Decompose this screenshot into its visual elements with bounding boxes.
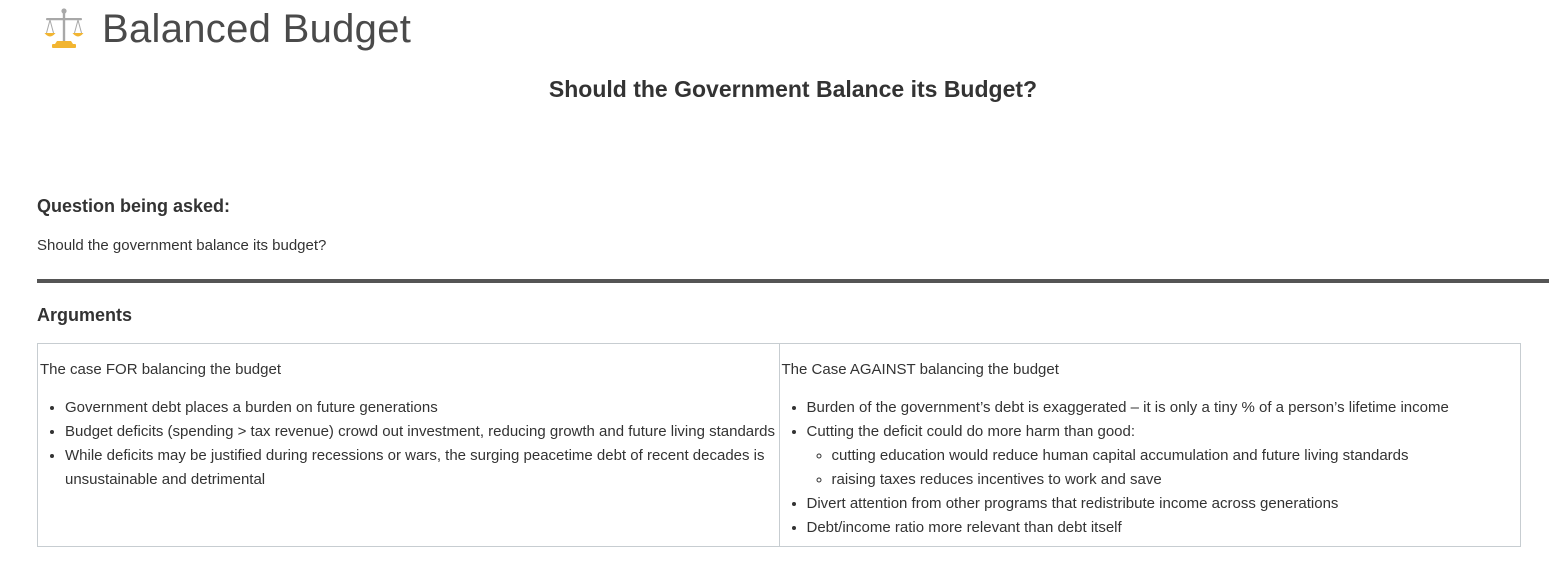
- list-item: • While deficits may be justified during recessions or wars, the surging peacetime debt of recent decades is unsustainable and detrimental: [65, 444, 777, 492]
- table-row: [38, 344, 1521, 547]
- list-item: • Government debt places a burden on future generations: [65, 396, 777, 420]
- section-divider: [37, 279, 1549, 283]
- balance-scale-icon: [44, 7, 84, 51]
- against-list: [782, 396, 1519, 540]
- sub-list-item: ◦ cutting education would reduce human capital accumulation and future living standards: [832, 444, 1519, 468]
- against-column: [779, 344, 1521, 547]
- list-item-text: Burden of the government’s debt is exaggerated – it is only a tiny % of a person’s lifetime income: [806, 399, 1449, 416]
- list-item-text: Cutting the deficit could do more harm than good:: [806, 423, 1136, 440]
- list-item: [807, 420, 1519, 492]
- list-item-text: Debt/income ratio more relevant than debt itself: [806, 519, 1122, 536]
- for-column-title: The case FOR balancing the budget: [40, 361, 281, 378]
- sub-list-item: ◦ raising taxes reduces incentives to work and save: [832, 468, 1519, 492]
- question-text: Should the government balance its budget?: [37, 237, 327, 254]
- list-item: • Budget deficits (spending > tax revenue) crowd out investment, reducing growth and future living standards: [65, 420, 777, 444]
- for-column: [38, 344, 780, 547]
- page-header: [44, 4, 411, 54]
- list-item: [807, 396, 1519, 420]
- for-list: [40, 396, 777, 492]
- list-item: [807, 516, 1519, 540]
- against-column-title: The Case AGAINST balancing the budget: [781, 361, 1059, 378]
- page-header-title: Balanced Budget: [102, 6, 412, 51]
- arguments-table: [37, 343, 1521, 547]
- against-sublist: [807, 444, 1519, 492]
- list-item-text: Divert attention from other programs that redistribute income across generations: [806, 495, 1339, 512]
- arguments-heading: Arguments: [37, 305, 133, 325]
- page-title: Should the Government Balance its Budget?: [548, 76, 1038, 102]
- question-heading: Question being asked:: [37, 196, 231, 216]
- list-item: [807, 492, 1519, 516]
